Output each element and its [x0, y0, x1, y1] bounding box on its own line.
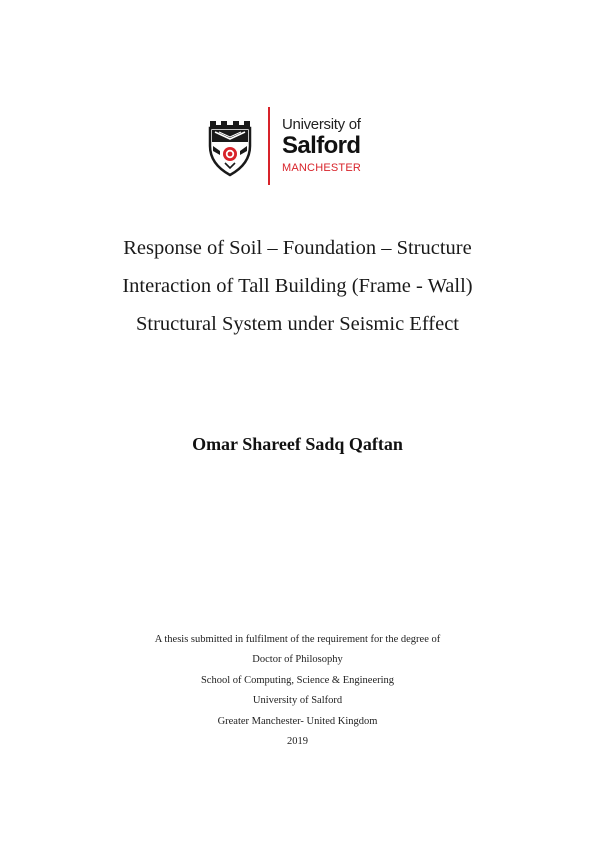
title-line-3: Structural System under Seismic Effect — [136, 313, 459, 335]
submission-details — [0, 630, 595, 752]
logo-wordmark — [282, 117, 361, 174]
logo-salford: Salford — [282, 132, 361, 159]
thesis-title — [0, 229, 595, 343]
logo-university-of: University of — [282, 116, 361, 133]
logo-divider — [268, 107, 270, 185]
university-name: University of Salford — [252, 695, 343, 707]
degree-name: Doctor of Philosophy — [252, 654, 343, 666]
university-crest-icon — [207, 118, 253, 178]
location: Greater Manchester- United Kingdom — [217, 715, 378, 727]
logo-manchester: MANCHESTER — [282, 162, 362, 174]
submission-year: 2019 — [287, 736, 308, 748]
title-line-2: Interaction of Tall Building (Frame - Wall) — [122, 275, 473, 297]
title-line-1: Response of Soil – Foundation – Structure — [123, 237, 472, 259]
university-logo — [207, 107, 387, 187]
author-name: Omar Shareef Sadq Qaftan — [192, 434, 403, 454]
school-name: School of Computing, Science & Engineering — [200, 674, 395, 686]
submission-statement: A thesis submitted in fulfilment of the requirement for the degree of — [154, 634, 441, 645]
